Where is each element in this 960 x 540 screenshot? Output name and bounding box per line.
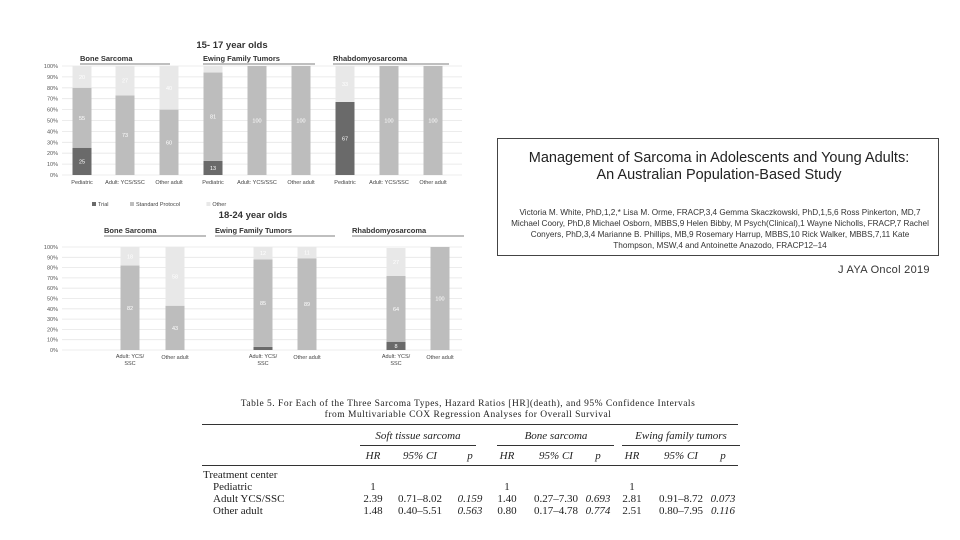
table-cell: 0.563	[457, 505, 483, 517]
category-label: Adult: YCS/SSC	[369, 180, 409, 186]
group-label: Ewing Family Tumors	[203, 54, 280, 63]
category-label: Adult: YCS/	[115, 354, 145, 360]
data-label: 100	[296, 118, 306, 125]
legend-label: Trial	[98, 202, 109, 208]
data-label: 58	[171, 274, 179, 281]
y-tick-label: 70%	[46, 275, 58, 282]
y-tick-label: 50%	[46, 296, 58, 303]
group-label: Ewing Family Tumors	[215, 226, 292, 235]
category-label: Other adult	[287, 180, 315, 186]
category-label: SSC	[124, 361, 136, 367]
table-column-header: 95% CI	[539, 450, 573, 462]
y-tick-label: 20%	[46, 151, 58, 158]
data-label: 25	[78, 159, 86, 166]
chart-18-24	[0, 205, 470, 380]
y-tick-label: 60%	[46, 286, 58, 293]
data-label: 100	[428, 118, 438, 125]
y-tick-label: 30%	[46, 317, 58, 324]
data-label: 55	[78, 115, 86, 122]
data-label: 85	[259, 301, 267, 308]
data-label: 100	[384, 118, 394, 125]
category-label: Other adult	[161, 355, 189, 361]
category-label: Pediatric	[334, 180, 356, 186]
table-column-header: 95% CI	[403, 450, 437, 462]
group-label: Bone Sarcoma	[80, 54, 133, 63]
reference-box	[497, 138, 939, 256]
table-row-label: Other adult	[213, 505, 263, 517]
data-label: 12	[259, 251, 267, 258]
y-tick-label: 70%	[46, 96, 58, 103]
table-group-header: Bone sarcoma	[524, 430, 588, 442]
table-cell: 1	[504, 481, 510, 493]
y-tick-label: 40%	[46, 306, 58, 313]
data-label: 64	[392, 306, 400, 313]
category-label: SSC	[390, 361, 402, 367]
category-label: SSC	[257, 361, 269, 367]
table-column-header: p	[720, 450, 726, 462]
table-group-rule	[360, 445, 476, 446]
data-label: 27	[392, 259, 400, 266]
table-column-header: HR	[365, 450, 381, 462]
group-label: Rhabdomyosarcoma	[352, 226, 427, 235]
y-tick-label: 100%	[43, 64, 58, 70]
data-label: 82	[126, 305, 134, 312]
table-cell: 0.159	[457, 493, 483, 505]
table-cell: 0.71–8.02	[398, 493, 442, 505]
data-label: 100	[252, 118, 262, 125]
data-label: 27	[121, 78, 129, 85]
table-group-rule	[497, 445, 614, 446]
y-tick-label: 10%	[46, 162, 58, 169]
data-label: 81	[209, 114, 217, 121]
y-tick-label: 80%	[46, 265, 58, 272]
table-cell: 0.116	[711, 505, 735, 517]
data-label: 33	[341, 81, 349, 88]
data-label: 40	[165, 85, 173, 92]
table-cell: 0.91–8.72	[659, 493, 703, 505]
category-label: Adult: YCS/SSC	[237, 180, 277, 186]
category-label: Other adult	[293, 355, 321, 361]
table-row-label: Adult YCS/SSC	[213, 493, 285, 505]
table-header-rule	[202, 465, 738, 466]
table-cell: 1.40	[497, 493, 517, 505]
category-label: Other adult	[155, 180, 183, 186]
table-cell: 2.81	[622, 493, 642, 505]
table-cell: 1	[629, 481, 635, 493]
data-label: 13	[209, 165, 217, 172]
table-column-header: HR	[499, 450, 515, 462]
table-caption-line1: Table 5. For Each of the Three Sarcoma Types, Hazard Ratios [HR](death), and 95% Confidence Intervals	[240, 399, 696, 409]
y-tick-label: 20%	[46, 327, 58, 334]
y-tick-label: 30%	[46, 140, 58, 147]
table-top-rule	[202, 424, 738, 425]
y-tick-label: 60%	[46, 107, 58, 114]
table-cell: 0.40–5.51	[398, 505, 442, 517]
bar-segment	[204, 66, 223, 73]
data-label: 89	[303, 302, 311, 309]
category-label: Adult: YCS/	[381, 354, 411, 360]
table-cell: 0.80	[497, 505, 517, 517]
table-column-header: 95% CI	[664, 450, 698, 462]
y-tick-label: 0%	[50, 348, 58, 354]
category-label: Other adult	[426, 355, 454, 361]
y-tick-label: 80%	[46, 85, 58, 92]
y-tick-label: 100%	[43, 245, 58, 251]
category-label: Other adult	[419, 180, 447, 186]
table-cell: 0.80–7.95	[659, 505, 703, 517]
data-label: 100	[435, 296, 445, 303]
table-cell: 1	[370, 481, 376, 493]
table-cell: 0.27–7.30	[534, 493, 578, 505]
data-label: 8	[394, 343, 398, 350]
reference-authors: Victoria M. White, PhD,1,2,* Lisa M. Orme, FRACP,3,4 Gemma Skaczkowski, PhD,1,5,6 Ross Pinkerton, MD,7 Michael Coory, PhD,8 Michael Osborn, MBBS,9 Helen Bibby, M Psych(Clinical),1 Wayne Nicholls, FRACP,7 Rachel Conyers, PhD,3,4 Marianne B. Phillips, MB,9 Rosemary Harrup, MBBS,10 Rick Walker, MBBS,7,11 Kate Thompson, MSW,4 and Antoinette Anazodo, FRACP12–14	[511, 208, 929, 250]
table-cell: 2.51	[622, 505, 642, 517]
table-column-header: p	[595, 450, 601, 462]
y-tick-label: 90%	[46, 74, 58, 81]
category-label: Adult: YCS/SSC	[105, 180, 145, 186]
data-label: 60	[165, 140, 173, 147]
table-cell: 0.774	[585, 505, 611, 517]
group-label: Bone Sarcoma	[104, 226, 157, 235]
table-section-label: Treatment center	[203, 469, 278, 481]
table-row-label: Pediatric	[213, 481, 253, 493]
chart-15-17	[0, 0, 470, 215]
category-label: Adult: YCS/	[248, 354, 278, 360]
data-label: 67	[341, 136, 349, 143]
y-tick-label: 0%	[50, 173, 58, 179]
category-label: Pediatric	[71, 180, 93, 186]
data-label: 43	[171, 325, 179, 332]
category-label: Pediatric	[202, 180, 224, 186]
group-label: Rhabdomyosarcoma	[333, 54, 408, 63]
data-label: 20	[78, 74, 86, 81]
table-column-header: HR	[624, 450, 640, 462]
legend-label: Standard Protocol	[136, 202, 181, 208]
table-cell: 2.39	[363, 493, 383, 505]
chart-title: 18-24 year olds	[218, 210, 288, 221]
data-label: 11	[304, 250, 310, 257]
y-tick-label: 50%	[46, 118, 58, 125]
table-cell: 0.693	[585, 493, 611, 505]
legend-label: Other	[212, 202, 227, 208]
table-cell: 0.17–4.78	[534, 505, 578, 517]
reference-title-line1: Management of Sarcoma in Adolescents and Young Adults:	[528, 150, 910, 166]
table-caption-line2: from Multivariable COX Regression Analyses for Overall Survival	[324, 410, 612, 420]
table-group-header: Ewing family tumors	[635, 430, 727, 442]
citation: J AYA Oncol 2019	[838, 264, 930, 276]
reference-title-line2: An Australian Population-Based Study	[596, 167, 842, 183]
table-group-header: Soft tissue sarcoma	[375, 430, 461, 442]
table-cell: 1.48	[363, 505, 383, 517]
data-label: 73	[121, 133, 129, 140]
table-cell: 0.073	[710, 493, 736, 505]
chart-title: 15- 17 year olds	[196, 40, 268, 51]
data-label: 18	[126, 254, 134, 261]
bar-segment	[254, 347, 273, 350]
y-tick-label: 40%	[46, 129, 58, 136]
y-tick-label: 10%	[46, 337, 58, 344]
y-tick-label: 90%	[46, 255, 58, 262]
table-column-header: p	[467, 450, 473, 462]
table-group-rule	[622, 445, 740, 446]
